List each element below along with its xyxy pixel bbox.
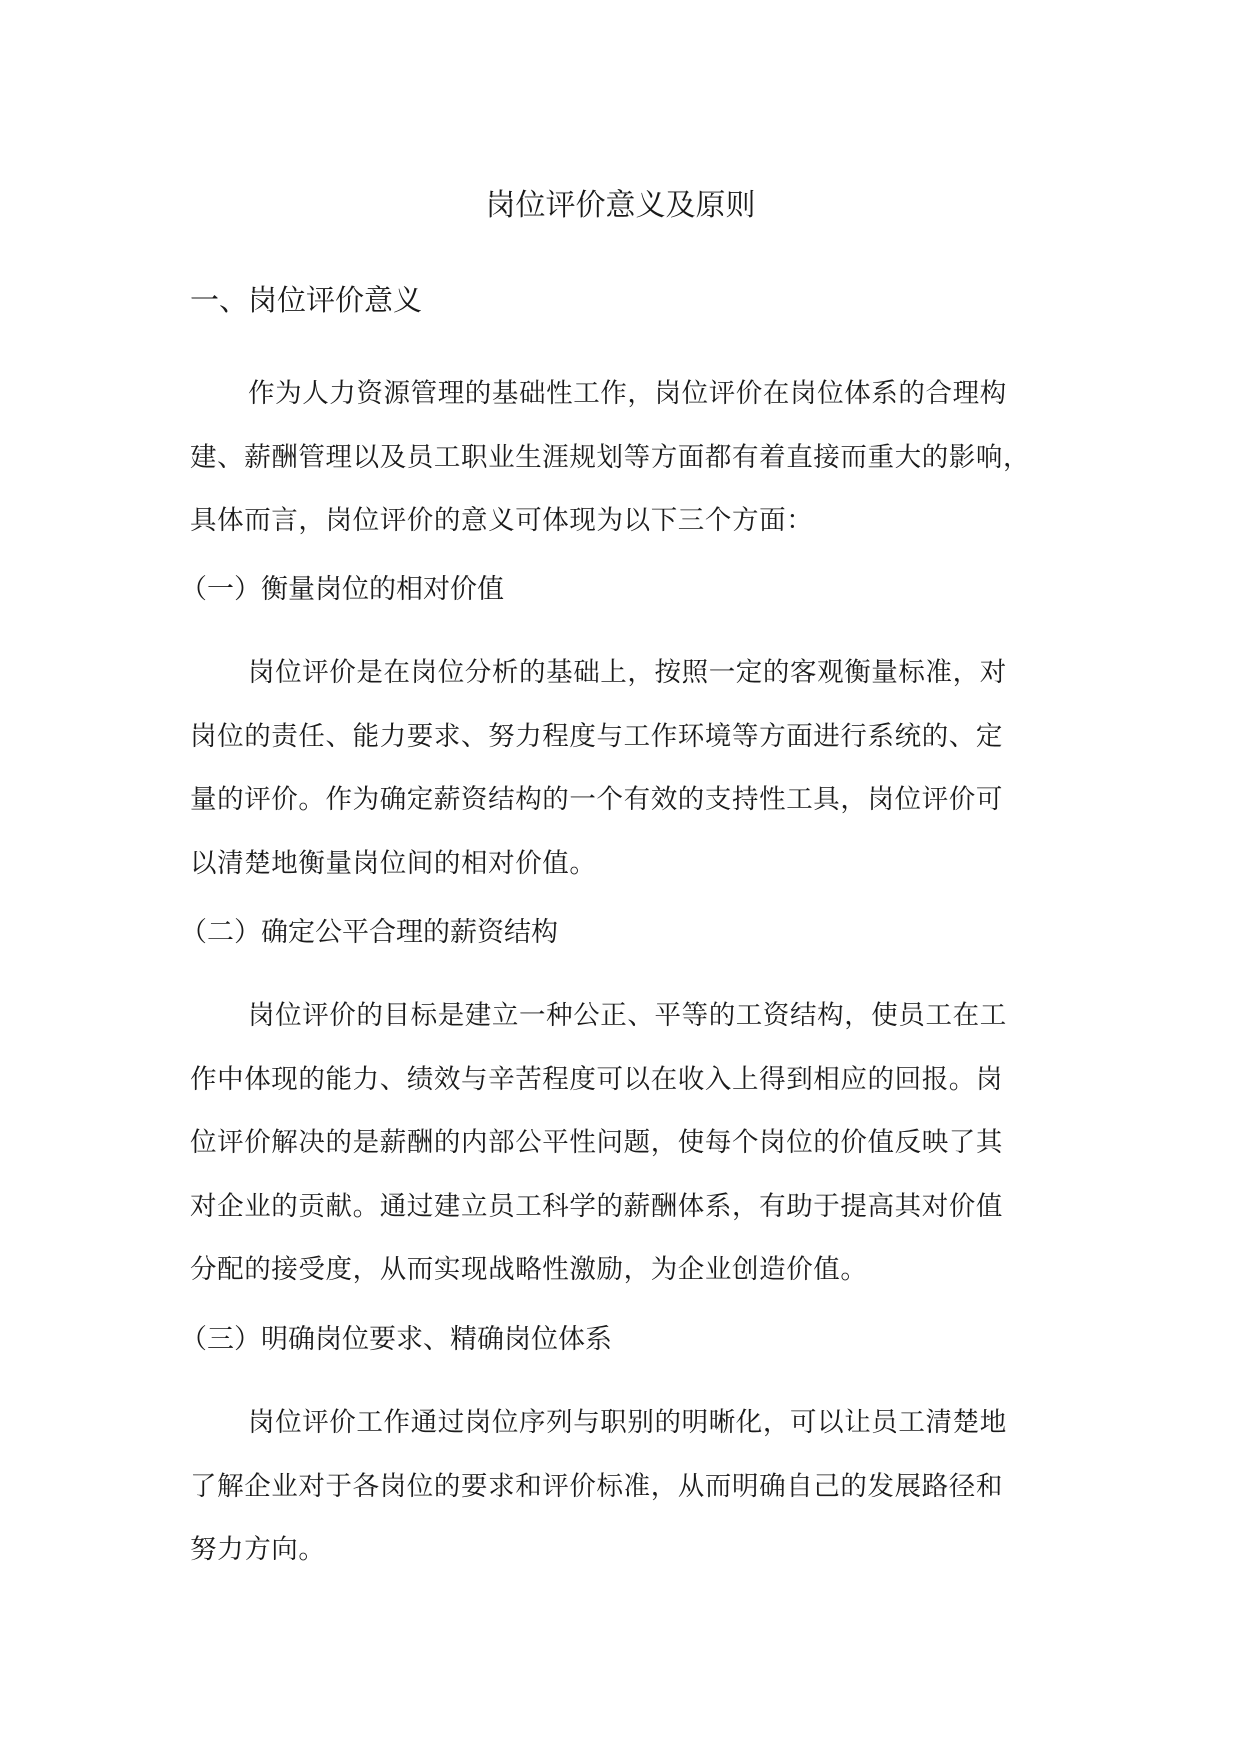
paragraph-line: 以清楚地衡量岗位间的相对价值。 <box>190 847 597 879</box>
paragraph-line: 岗位评价工作通过岗位序列与职别的明晰化，可以让员工清楚地 <box>248 1407 1007 1438</box>
paragraph-line: 分配的接受度，从而实现战略性激励，为企业创造价值。 <box>190 1254 868 1285</box>
subsection-1-paragraph <box>190 641 1056 895</box>
paragraph-line: 对企业的贡献。通过建立员工科学的薪酬体系，有助于提高其对价值 <box>190 1190 1003 1222</box>
paragraph-line: 具体而言，岗位评价的意义可体现为以下三个方面： <box>190 505 814 536</box>
paragraph-line: 了解企业对于各岗位的要求和评价标准，从而明确自己的发展路径和 <box>190 1470 1003 1502</box>
document-title: 岗位评价意义及原则 <box>485 188 756 223</box>
subsection-2-paragraph <box>190 984 1056 1302</box>
section-heading-significance: 一、岗位评价意义 <box>190 283 423 317</box>
subsection-heading-1: （一）衡量岗位的相对价值 <box>180 574 504 605</box>
subsection-3-paragraph <box>190 1391 1056 1582</box>
paragraph-line: 建、薪酬管理以及员工职业生涯规划等方面都有着直接而重大的影响， <box>190 441 1031 473</box>
subsection-heading-2: （二）确定公平合理的薪资结构 <box>180 917 558 948</box>
paragraph-line: 作中体现的能力、绩效与辛苦程度可以在收入上得到相应的回报。岗 <box>190 1063 1003 1095</box>
paragraph-line: 岗位评价的目标是建立一种公正、平等的工资结构，使员工在工 <box>248 1000 1007 1031</box>
paragraph-line: 作为人力资源管理的基础性工作，岗位评价在岗位体系的合理构 <box>248 378 1007 409</box>
paragraph-line: 位评价解决的是薪酬的内部公平性问题，使每个岗位的价值反映了其 <box>190 1127 1003 1158</box>
paragraph-line: 努力方向。 <box>190 1534 326 1565</box>
subsection-heading-3: （三）明确岗位要求、精确岗位体系 <box>180 1324 612 1355</box>
intro-paragraph <box>190 362 1056 553</box>
paragraph-line: 岗位评价是在岗位分析的基础上，按照一定的客观衡量标准，对 <box>248 657 1007 688</box>
paragraph-line: 岗位的责任、能力要求、努力程度与工作环境等方面进行系统的、定 <box>190 720 1003 752</box>
paragraph-line: 量的评价。作为确定薪资结构的一个有效的支持性工具，岗位评价可 <box>190 784 1003 815</box>
